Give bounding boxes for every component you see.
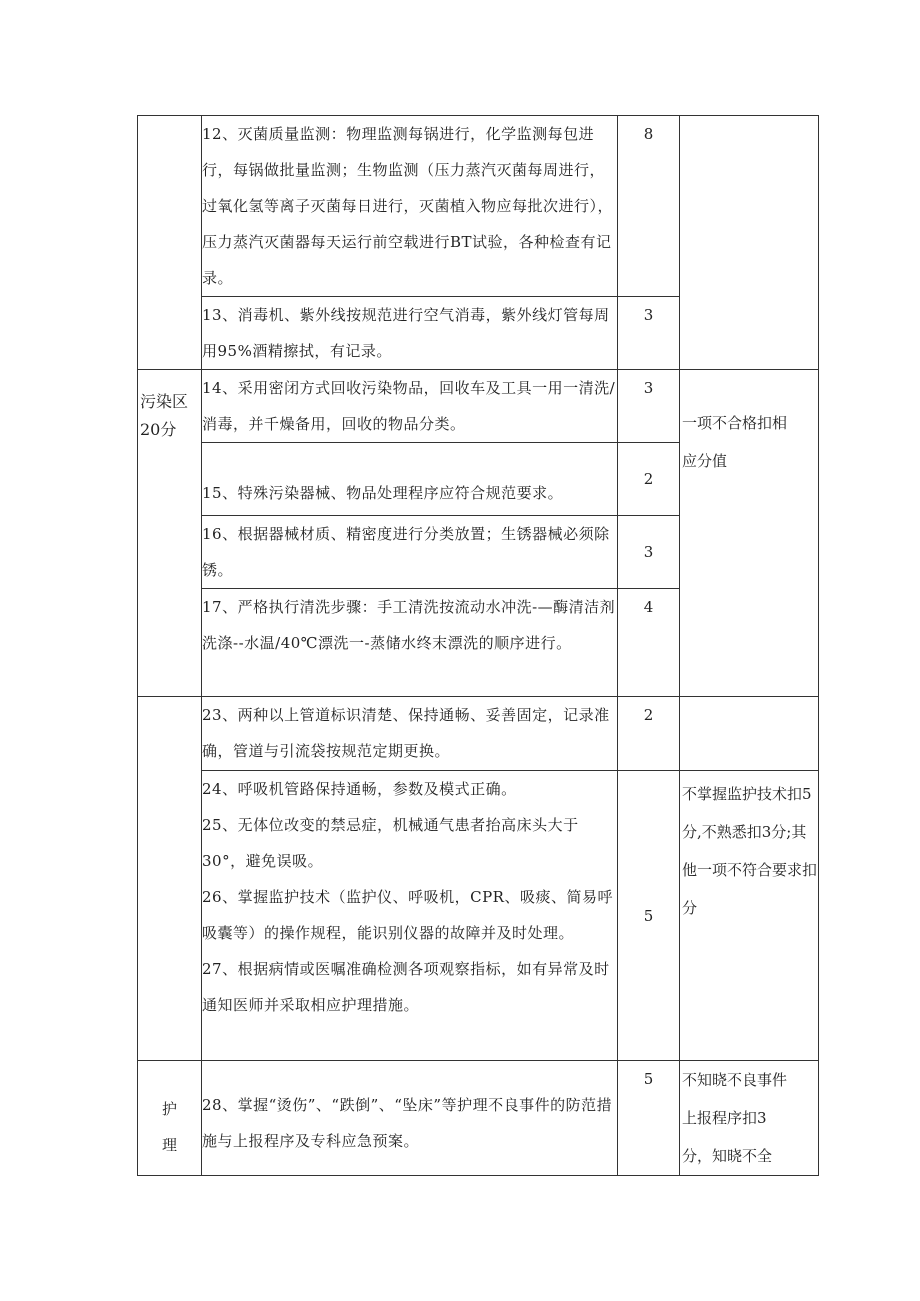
note-cell-pollution: [680, 370, 819, 697]
area-label-nursing-2: 理: [161, 1136, 177, 1154]
monitoring-note: 不掌握监护技术扣5分,不熟悉扣3分;其他一项不符合要求扣分: [682, 785, 818, 917]
item-13-text: 13、消毒机、紫外线按规范进行空气消毒，紫外线灯管每周用95%酒精擦拭，有记录。: [202, 297, 618, 370]
item-26-text: 26、掌握监护技术（监护仪、呼吸机，CPR、吸痰、简易呼吸囊等）的操作规程，能识别仪器的故障并及时处理。: [202, 888, 613, 942]
item-27-text: 27、根据病情或医嘱准确检测各项观察指标，如有异常及时通知医师并采取相应护理措施。: [202, 960, 610, 1014]
item-16-text: 16、根据器械材质、精密度进行分类放置；生锈器械必须除锈。: [202, 516, 618, 589]
area-label-nursing-1: 护: [161, 1100, 177, 1118]
note-cell-empty: [680, 116, 819, 370]
items-24-27: [202, 771, 618, 1061]
item-15-text: 15、特殊污染器械、物品处理程序应符合规范要求。: [202, 443, 618, 516]
table-row: [138, 370, 819, 443]
note-cell-monitoring: [680, 771, 819, 1061]
item-14-score: 3: [618, 370, 680, 443]
area-cell-empty: [138, 116, 202, 370]
note-cell-nursing: [680, 1061, 819, 1176]
item-12-text: 12、灭菌质量监测：物理监测每锅进行，化学监测每包进行，每锅做批量监测；生物监测（压力蒸汽灭菌每周进行，过氧化氢等离子灭菌每日进行，灭菌植入物应每批次进行），压力蒸汽灭菌器每天运行前空载进行BT试验，各种检查有记录。: [202, 116, 618, 297]
item-25-text: 25、无体位改变的禁忌症，机械通气患者抬高床头大于30°，避免误吸。: [202, 816, 579, 870]
area-cell-pollution: [138, 370, 202, 697]
item-12-score: 8: [618, 116, 680, 297]
item-23-score: 2: [618, 697, 680, 771]
pollution-note: 一项不合格扣相应分值: [682, 414, 788, 470]
table-row: [138, 697, 819, 771]
note-cell-empty: [680, 697, 819, 771]
item-28-text: 28、掌握“烫伤”、“跌倒”、“坠床”等护理不良事件的防范措施与上报程序及专科应急预案。: [202, 1061, 618, 1176]
item-17-score: 4: [618, 589, 680, 697]
item-15-score: 2: [618, 443, 680, 516]
table-row: [138, 771, 819, 1061]
area-cell-empty: [138, 697, 202, 1061]
item-23-text: 23、两种以上管道标识清楚、保持通畅、妥善固定，记录准确，管道与引流袋按规范定期更换。: [202, 697, 618, 771]
area-cell-nursing: [138, 1061, 202, 1176]
table-row: [138, 116, 819, 297]
area-label-pollution: 污染区20分: [140, 392, 189, 439]
items-24-27-score: 5: [618, 771, 680, 1061]
item-28-score: 5: [618, 1061, 680, 1176]
item-16-score: 3: [618, 516, 680, 589]
item-24-text: 24、呼吸机管路保持通畅，参数及模式正确。: [202, 780, 517, 798]
item-17-text: 17、严格执行清洗步骤：手工清洗按流动水冲洗-—酶清洁剂洗涤--水温/40℃漂洗一-蒸储水终末漂洗的顺序进行。: [202, 589, 618, 697]
table-row: [138, 1061, 819, 1176]
item-14-text: 14、采用密闭方式回收污染物品，回收车及工具一用一清洗/消毒，并千燥备用，回收的物品分类。: [202, 370, 618, 443]
item-13-score: 3: [618, 297, 680, 370]
evaluation-table: [137, 115, 819, 1176]
nursing-note: 不知晓不良事件上报程序扣3分，知晓不全: [682, 1071, 788, 1165]
